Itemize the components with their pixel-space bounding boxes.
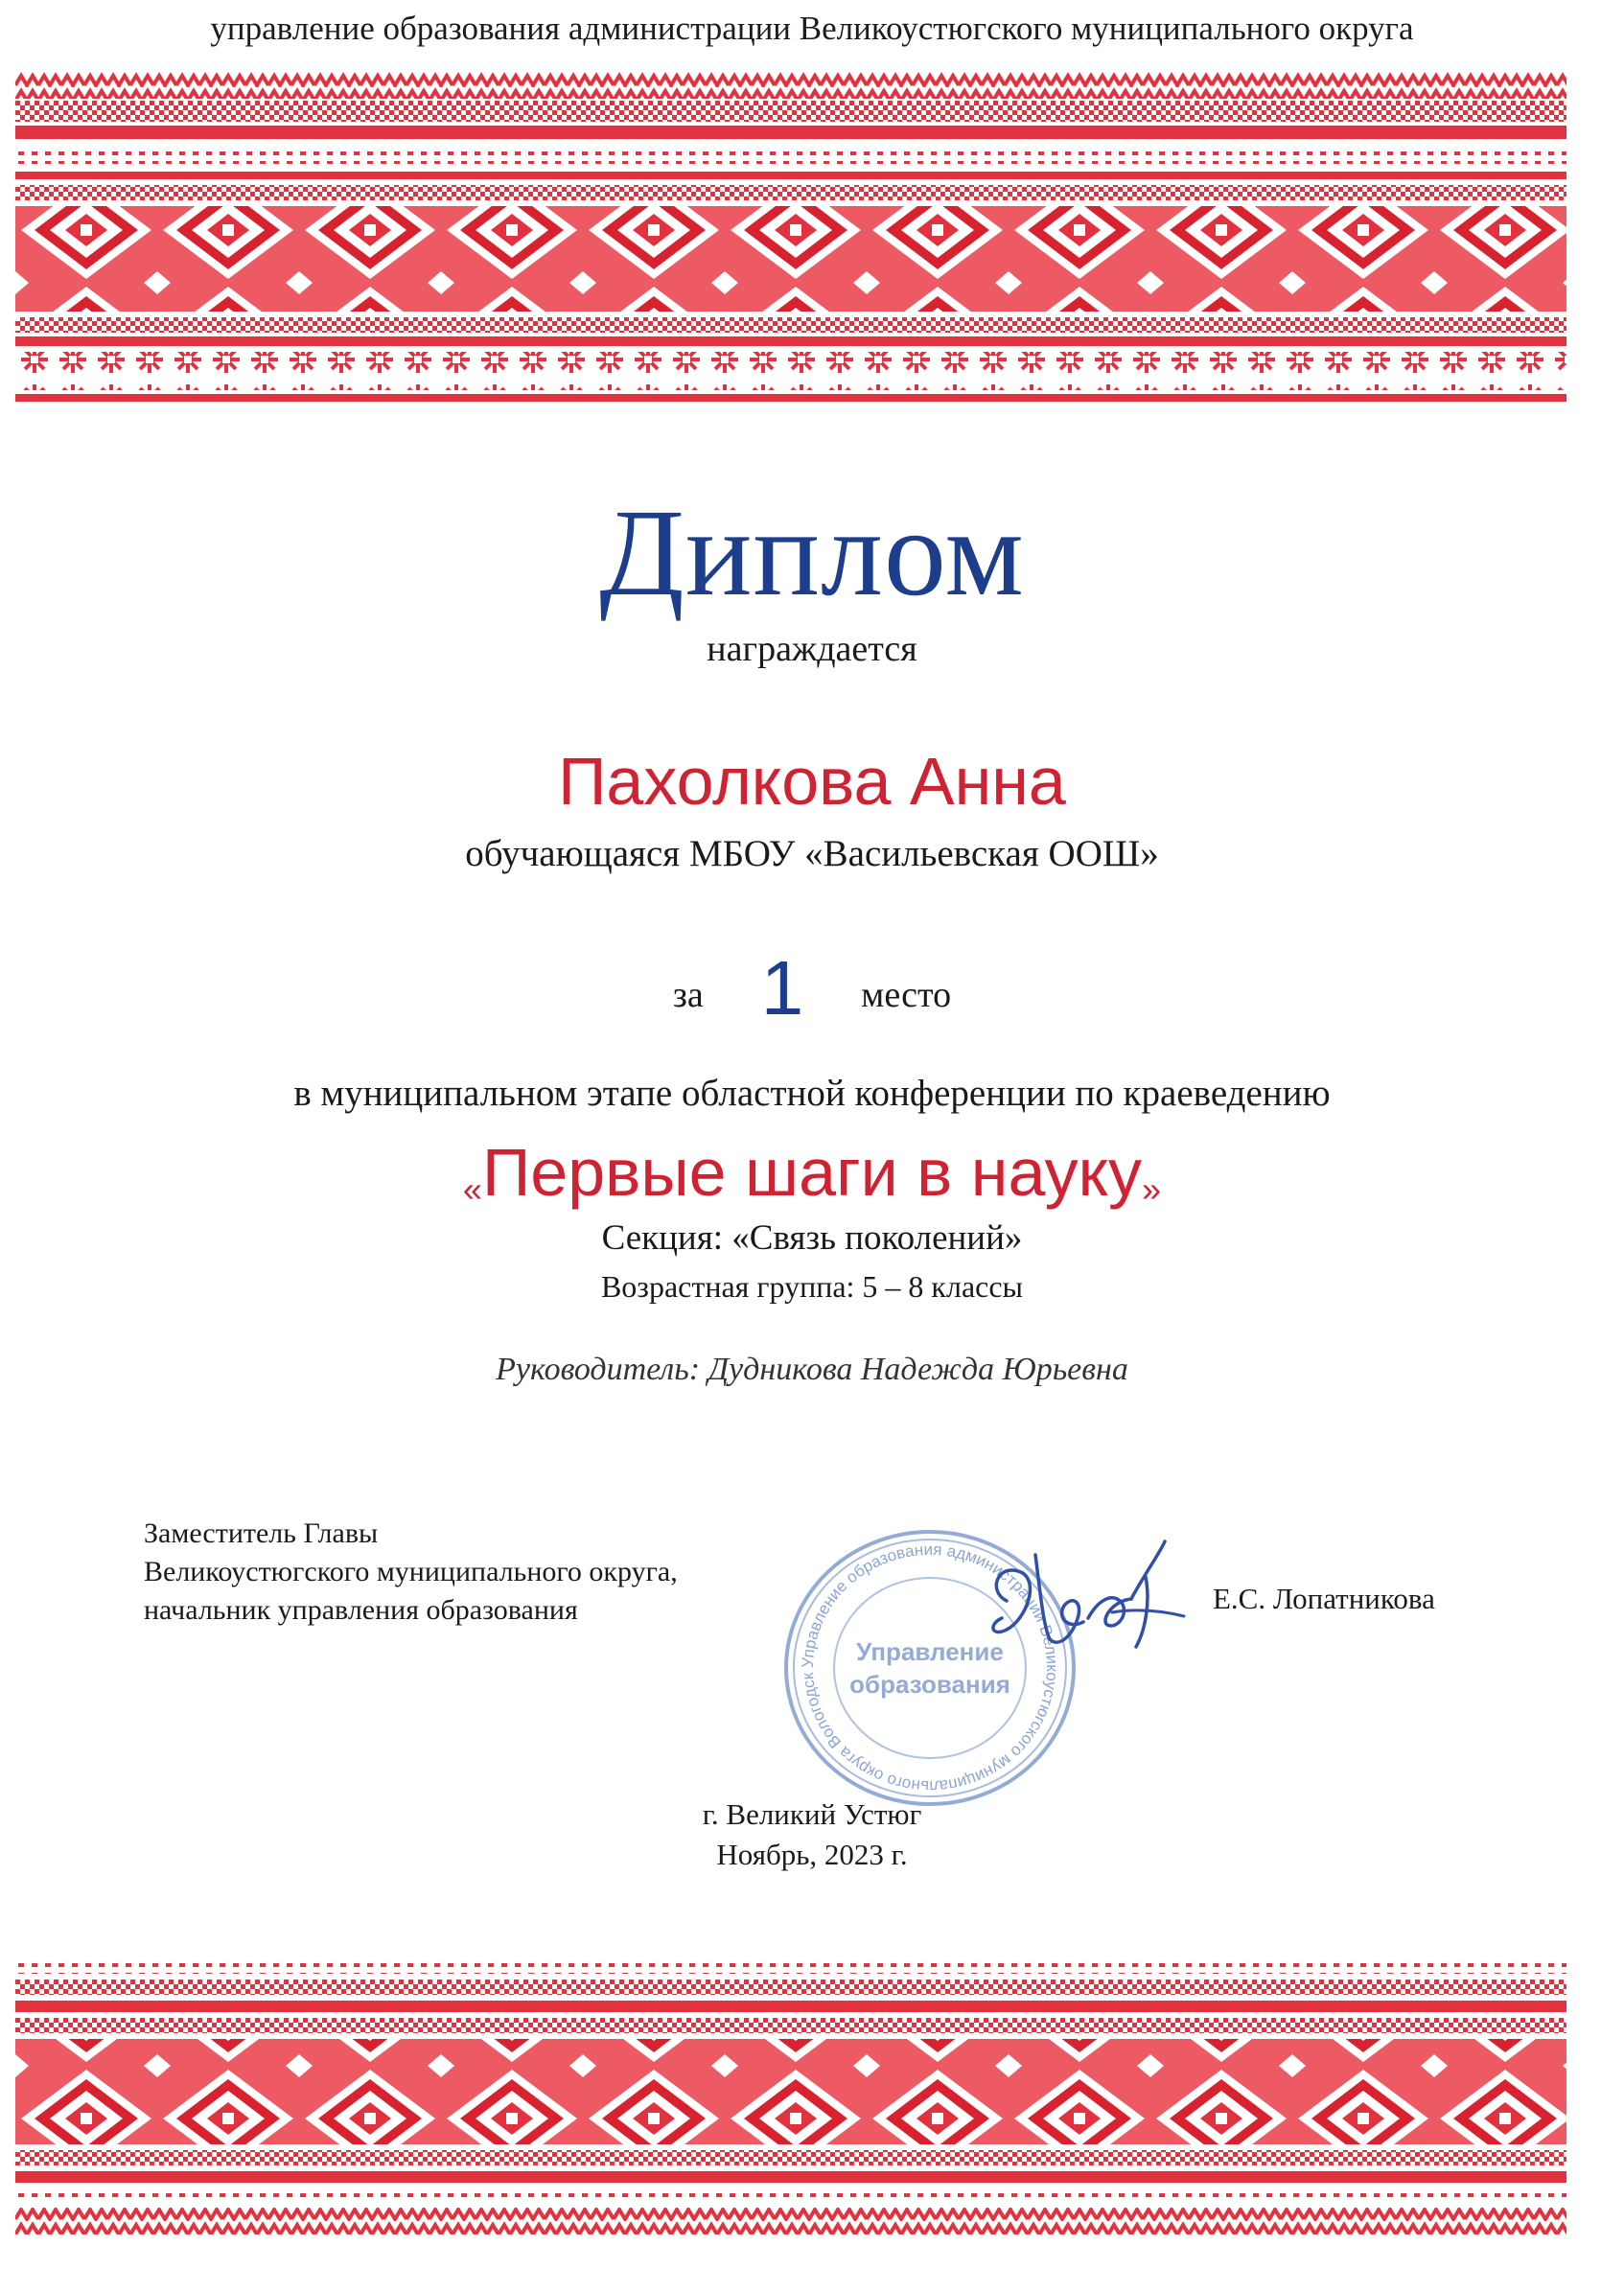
city: г. Великий Устюг (702, 1797, 922, 1831)
age-group: Возрастная группа: 5 – 8 классы (600, 1269, 1024, 1304)
school-name: обучающаяся МБОУ «Васильевская ООШ» (465, 833, 1159, 874)
bottom-ornament-border (15, 1960, 1566, 2248)
signer-title (144, 1515, 796, 1630)
seal-outer-text: Управление образования администрации Великоустюгского муниципального округа Вологодск (798, 1540, 1062, 1796)
signer-title-line: Заместитель Главы (144, 1517, 379, 1549)
awarded-text: награждается (707, 629, 917, 669)
conference-title: Первые шаги в науку (481, 1135, 1143, 1210)
seal-center-line1: Управление (856, 1637, 1004, 1666)
place-number: 1 (760, 945, 804, 1030)
signer-title-line: Великоустюгского муниципального округа, (144, 1556, 678, 1587)
place-line (0, 944, 1624, 1032)
section-name: Секция: «Связь поколений» (601, 1218, 1023, 1258)
supervisor: Руководитель: Дудникова Надежда Юрьевна (496, 1352, 1128, 1387)
handwritten-signature (968, 1534, 1198, 1668)
event-description: в муниципальном этапе областной конференции по краеведению (293, 1073, 1331, 1114)
organization-header: управление образования администрации Великоустюгского муниципального округа (210, 10, 1414, 47)
seal-center-line2: образования (849, 1670, 1010, 1699)
close-quote: » (1142, 1169, 1162, 1209)
place-suffix: место (861, 975, 952, 1015)
open-quote: « (462, 1169, 482, 1209)
issue-date: Ноябрь, 2023 г. (716, 1838, 908, 1871)
signer-title-line: начальник управления образования (144, 1594, 578, 1626)
signer-name: Е.С. Лопатникова (1213, 1582, 1435, 1615)
diploma-title: Диплом (599, 484, 1025, 622)
conference-name (0, 1135, 1624, 1210)
recipient-name: Пахолкова Анна (558, 744, 1066, 819)
top-ornament-border (15, 72, 1566, 412)
place-prefix: за (672, 975, 704, 1015)
